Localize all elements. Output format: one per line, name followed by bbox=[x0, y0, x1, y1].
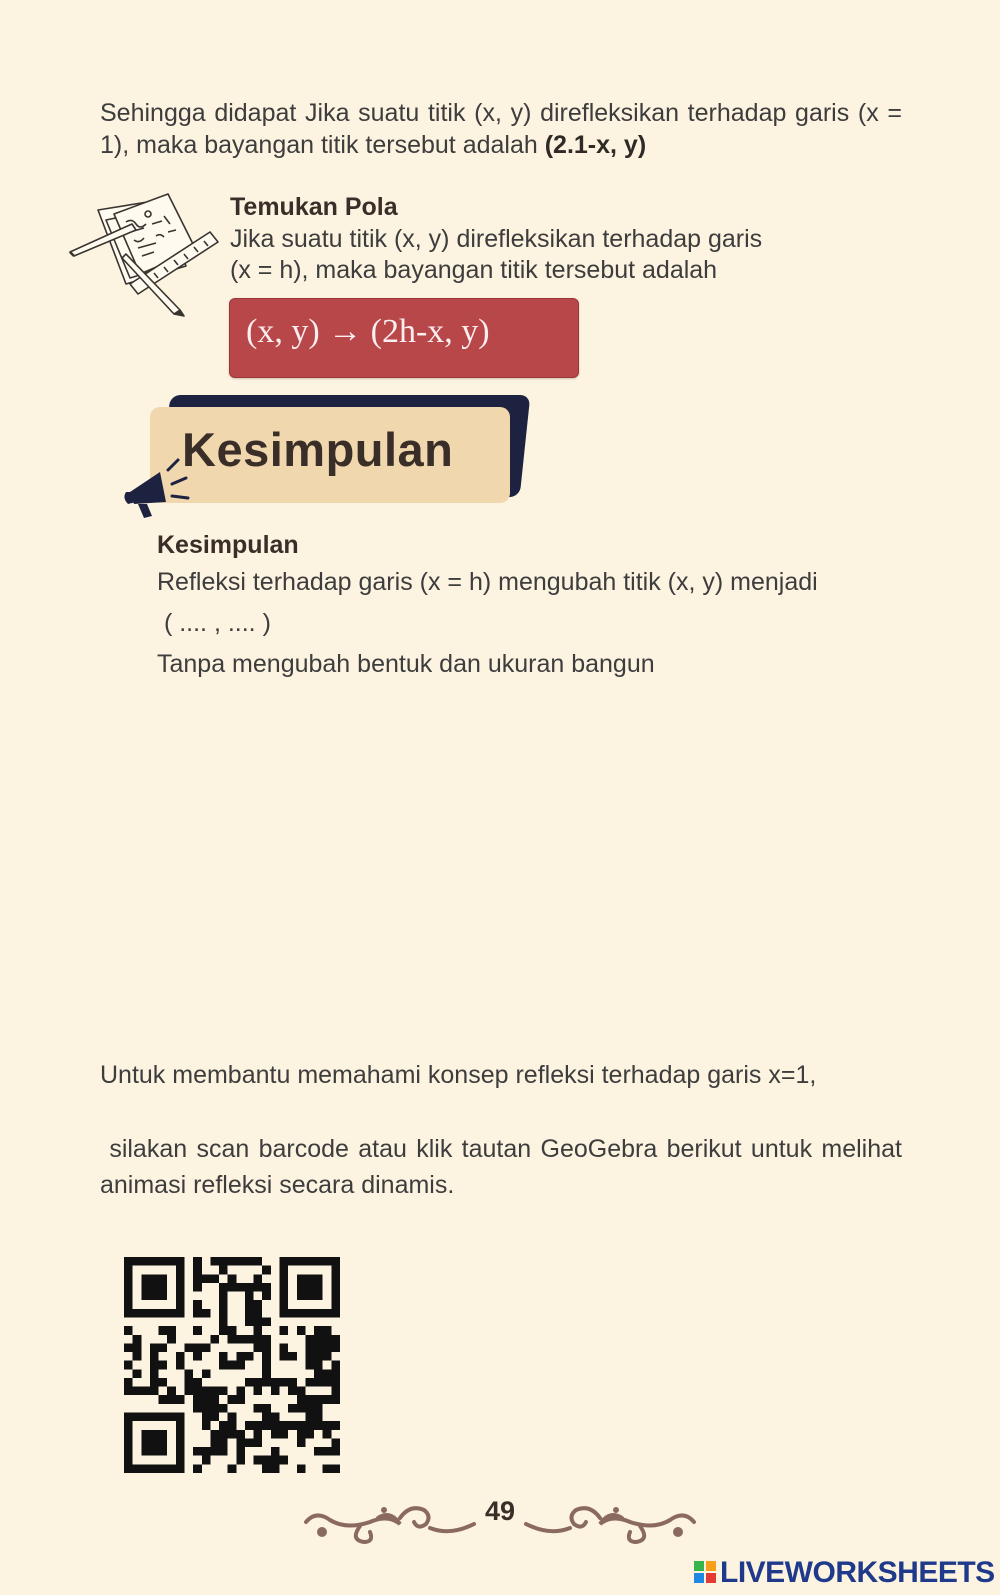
geogebra-paragraph-2: silakan scan barcode atau klik tautan GeoGebra berikut untuk melihat animasi refleksi secara dinamis. bbox=[100, 1135, 909, 1199]
conclusion-line-3: Tanpa mengubah bentuk dan ukuran bangun bbox=[157, 650, 655, 678]
conclusion-blank: ( .... , .... ) bbox=[157, 609, 271, 637]
formula-box bbox=[229, 298, 579, 378]
intro-text: Sehingga didapat Jika suatu titik (x, y) direfleksikan terhadap garis (x = 1), maka bayangan titik tersebut adalah bbox=[100, 99, 902, 159]
math-sketch-icon bbox=[68, 192, 228, 322]
geogebra-paragraph-1: Untuk membantu memahami konsep refleksi terhadap garis x=1, bbox=[100, 1061, 817, 1089]
pattern-line-2: (x = h), maka bayangan titik tersebut adalah bbox=[230, 256, 718, 284]
conclusion-heading: Kesimpulan bbox=[157, 531, 299, 559]
liveworksheets-logo-icon bbox=[694, 1561, 716, 1583]
qr-code[interactable] bbox=[124, 1257, 340, 1473]
brand-name[interactable]: LIVEWORKSHEETS bbox=[720, 1556, 995, 1589]
megaphone-icon bbox=[120, 458, 200, 524]
conclusion-line-1: Refleksi terhadap garis (x = h) mengubah titik (x, y) menjadi bbox=[157, 568, 818, 596]
banner-title: Kesimpulan bbox=[182, 423, 454, 476]
formula-text: (x, y) → (2h-x, y) bbox=[246, 313, 490, 350]
pattern-heading: Temukan Pola bbox=[230, 193, 398, 221]
intro-paragraph bbox=[100, 97, 902, 161]
pattern-line-1: Jika suatu titik (x, y) direfleksikan terhadap garis bbox=[230, 225, 763, 253]
intro-bold-result: (2.1-x, y) bbox=[544, 131, 647, 159]
page-number: 49 bbox=[484, 1496, 516, 1526]
